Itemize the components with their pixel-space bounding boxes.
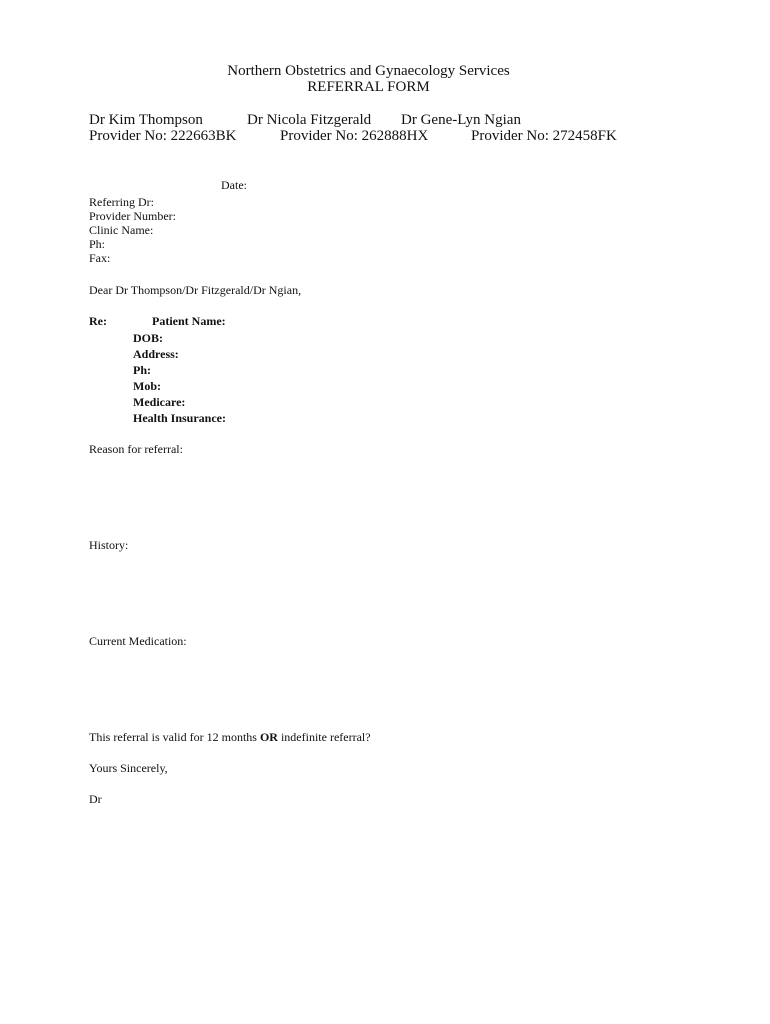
patient-ph-label: Ph:	[133, 363, 151, 377]
clinic-name-label: Clinic Name:	[89, 223, 154, 237]
medicare-label: Medicare:	[133, 395, 186, 409]
form-title: REFERRAL FORM	[307, 79, 430, 95]
signature-prefix: Dr	[89, 792, 102, 806]
date-label: Date:	[221, 178, 247, 192]
dob-label: DOB:	[133, 331, 163, 345]
history-label: History:	[89, 538, 129, 552]
provider-number-label: Provider Number:	[89, 209, 176, 223]
salutation: Dear Dr Thompson/Dr Fitzgerald/Dr Ngian,	[89, 283, 302, 297]
address-label: Address:	[133, 347, 179, 361]
reason-for-referral-label: Reason for referral:	[89, 442, 183, 456]
provider-no-1: Provider No: 222663BK	[89, 128, 237, 144]
validity-or: OR	[259, 730, 278, 744]
closing: Yours Sincerely,	[89, 761, 168, 775]
provider-no-3: Provider No: 272458FK	[471, 128, 617, 144]
re-label: Re:	[89, 314, 107, 328]
provider-no-2: Provider No: 262888HX	[280, 128, 429, 144]
current-medication-label: Current Medication:	[89, 634, 187, 648]
doctor-name-2: Dr Nicola Fitzgerald	[247, 112, 372, 128]
mob-label: Mob:	[133, 379, 161, 393]
practice-name: Northern Obstetrics and Gynaecology Services	[227, 63, 510, 79]
validity-prefix: This referral is valid for 12 months	[89, 730, 260, 744]
health-insurance-label: Health Insurance:	[133, 411, 226, 425]
referrer-ph-label: Ph:	[89, 237, 106, 251]
patient-name-label: Patient Name:	[152, 314, 226, 328]
doctor-name-1: Dr Kim Thompson	[89, 112, 203, 128]
referring-dr-label: Referring Dr:	[89, 195, 154, 209]
doctor-name-3: Dr Gene-Lyn Ngian	[401, 112, 521, 128]
validity-suffix: indefinite referral?	[277, 730, 371, 744]
referrer-fax-label: Fax:	[89, 251, 111, 265]
validity-statement	[89, 731, 371, 743]
